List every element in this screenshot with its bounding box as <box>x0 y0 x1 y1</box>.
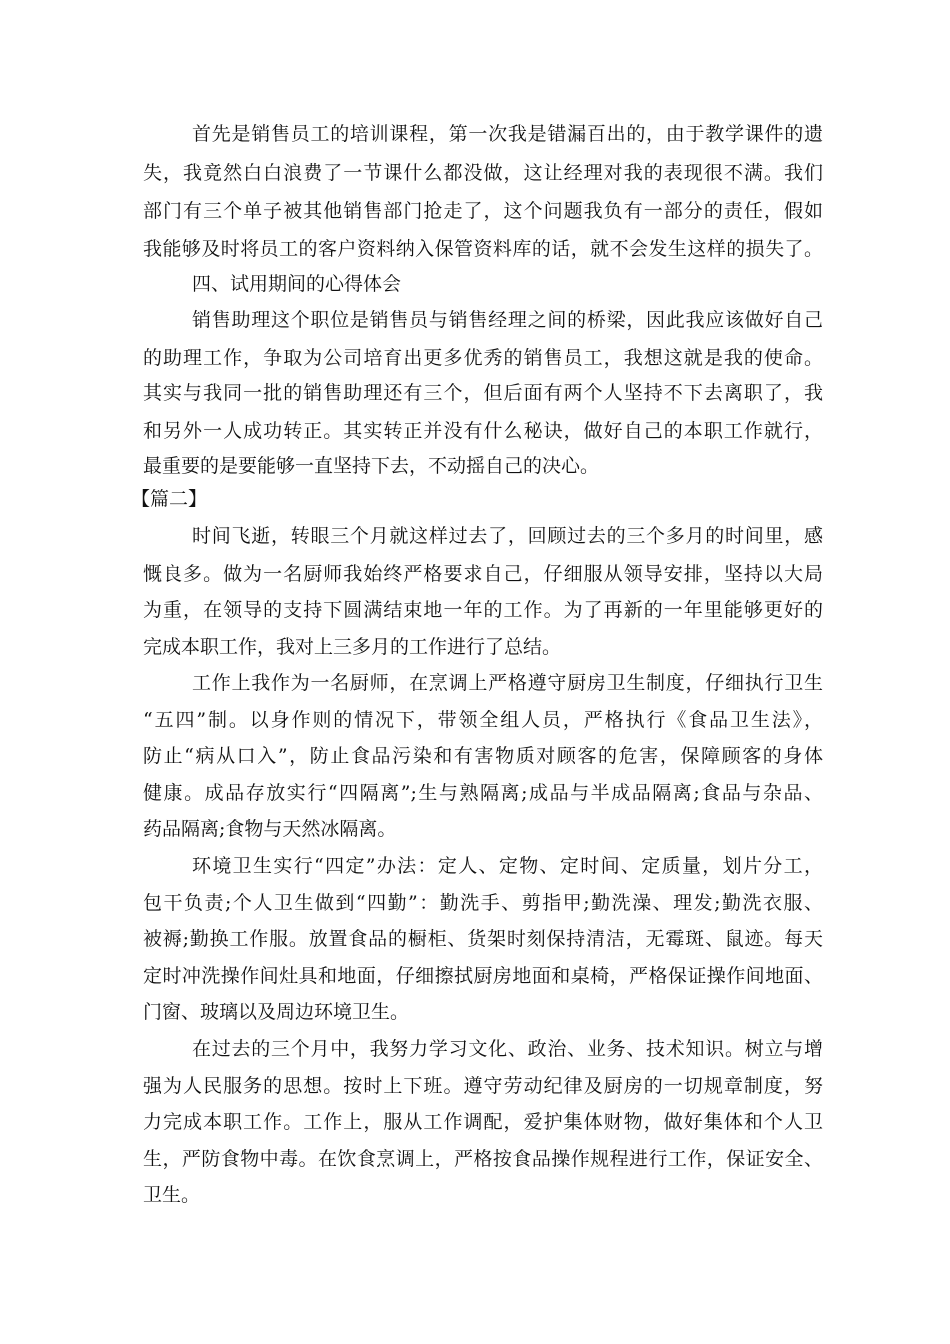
paragraph-line: 首先是销售员工的培训课程，第一次我是错漏百出的，由于教学课件的遗 <box>192 123 823 145</box>
paragraph-line: 其实与我同一批的销售助理还有三个，但后面有两个人坚持不下去离职了，我 <box>143 382 823 404</box>
paragraph-line: 在过去的三个月中，我努力学习文化、政治、业务、技术知识。树立与增 <box>192 1038 823 1060</box>
paragraph-line: 卫生。 <box>143 1184 201 1206</box>
paragraph-line: 时间飞逝，转眼三个月就这样过去了，回顾过去的三个多月的时间里，感 <box>192 525 823 547</box>
paragraph-line: “五四”制。以身作则的情况下，带领全组人员，严格执行《食品卫生法》， <box>143 709 823 731</box>
paragraph-line: 工作上我作为一名厨师，在烹调上严格遵守厨房卫生制度，仔细执行卫生 <box>192 672 823 694</box>
paragraph-line: 部门有三个单子被其他销售部门抢走了，这个问题我负有一部分的责任，假如 <box>143 200 823 222</box>
paragraph-line: 强为人民服务的思想。按时上下班。遵守劳动纪律及厨房的一切规章制度，努 <box>143 1075 823 1097</box>
paragraph-line: 环境卫生实行“四定”办法：定人、定物、定时间、定质量，划片分工， <box>192 855 823 877</box>
paragraph-line: 完成本职工作，我对上三多月的工作进行了总结。 <box>143 636 562 658</box>
paragraph-line: 我能够及时将员工的客户资料纳入保管资料库的话，就不会发生这样的损失了。 <box>143 238 823 260</box>
paragraph-line: 和另外一人成功转正。其实转正并没有什么秘诀，做好自己的本职工作就行， <box>143 420 823 442</box>
paragraph-line: 防止“病从口入”，防止食品污染和有害物质对顾客的危害，保障顾客的身体 <box>143 745 823 767</box>
paragraph-line: 力完成本职工作。工作上，服从工作调配，爱护集体财物，做好集体和个人卫 <box>143 1111 823 1133</box>
section-heading: 四、试用期间的心得体会 <box>192 273 402 295</box>
paragraph-line: 的助理工作，争取为公司培育出更多优秀的销售员工，我想这就是我的使命。 <box>143 347 823 369</box>
paragraph-line: 药品隔离;食物与天然冰隔离。 <box>143 818 397 840</box>
part-heading: 【篇二】 <box>131 488 208 510</box>
paragraph-line: 为重，在领导的支持下圆满结束地一年的工作。为了再新的一年里能够更好的 <box>143 599 823 621</box>
paragraph-line: 健康。成品存放实行“四隔离”;生与熟隔离;成品与半成品隔离;食品与杂品、 <box>143 782 823 804</box>
paragraph-line: 包干负责;个人卫生做到“四勤”：勤洗手、剪指甲;勤洗澡、理发;勤洗衣服、 <box>143 892 823 914</box>
paragraph-line: 被褥;勤换工作服。放置食品的橱柜、货架时刻保持清洁，无霉斑、鼠迹。每天 <box>143 928 823 950</box>
paragraph-line: 定时冲洗操作间灶具和地面，仔细擦拭厨房地面和桌椅，严格保证操作间地面、 <box>143 965 823 987</box>
paragraph-line: 最重要的是要能够一直坚持下去，不动摇自己的决心。 <box>143 455 600 477</box>
paragraph-line: 门窗、玻璃以及周边环境卫生。 <box>143 1001 410 1023</box>
paragraph-line: 生，严防食物中毒。在饮食烹调上，严格按食品操作规程进行工作，保证安全、 <box>143 1148 823 1170</box>
paragraph-line: 慨良多。做为一名厨师我始终严格要求自己，仔细服从领导安排，坚持以大局 <box>143 563 823 585</box>
paragraph-line: 失，我竟然白白浪费了一节课什么都没做，这让经理对我的表现很不满。我们 <box>143 162 823 184</box>
paragraph-line: 销售助理这个职位是销售员与销售经理之间的桥梁，因此我应该做好自己 <box>192 309 823 331</box>
